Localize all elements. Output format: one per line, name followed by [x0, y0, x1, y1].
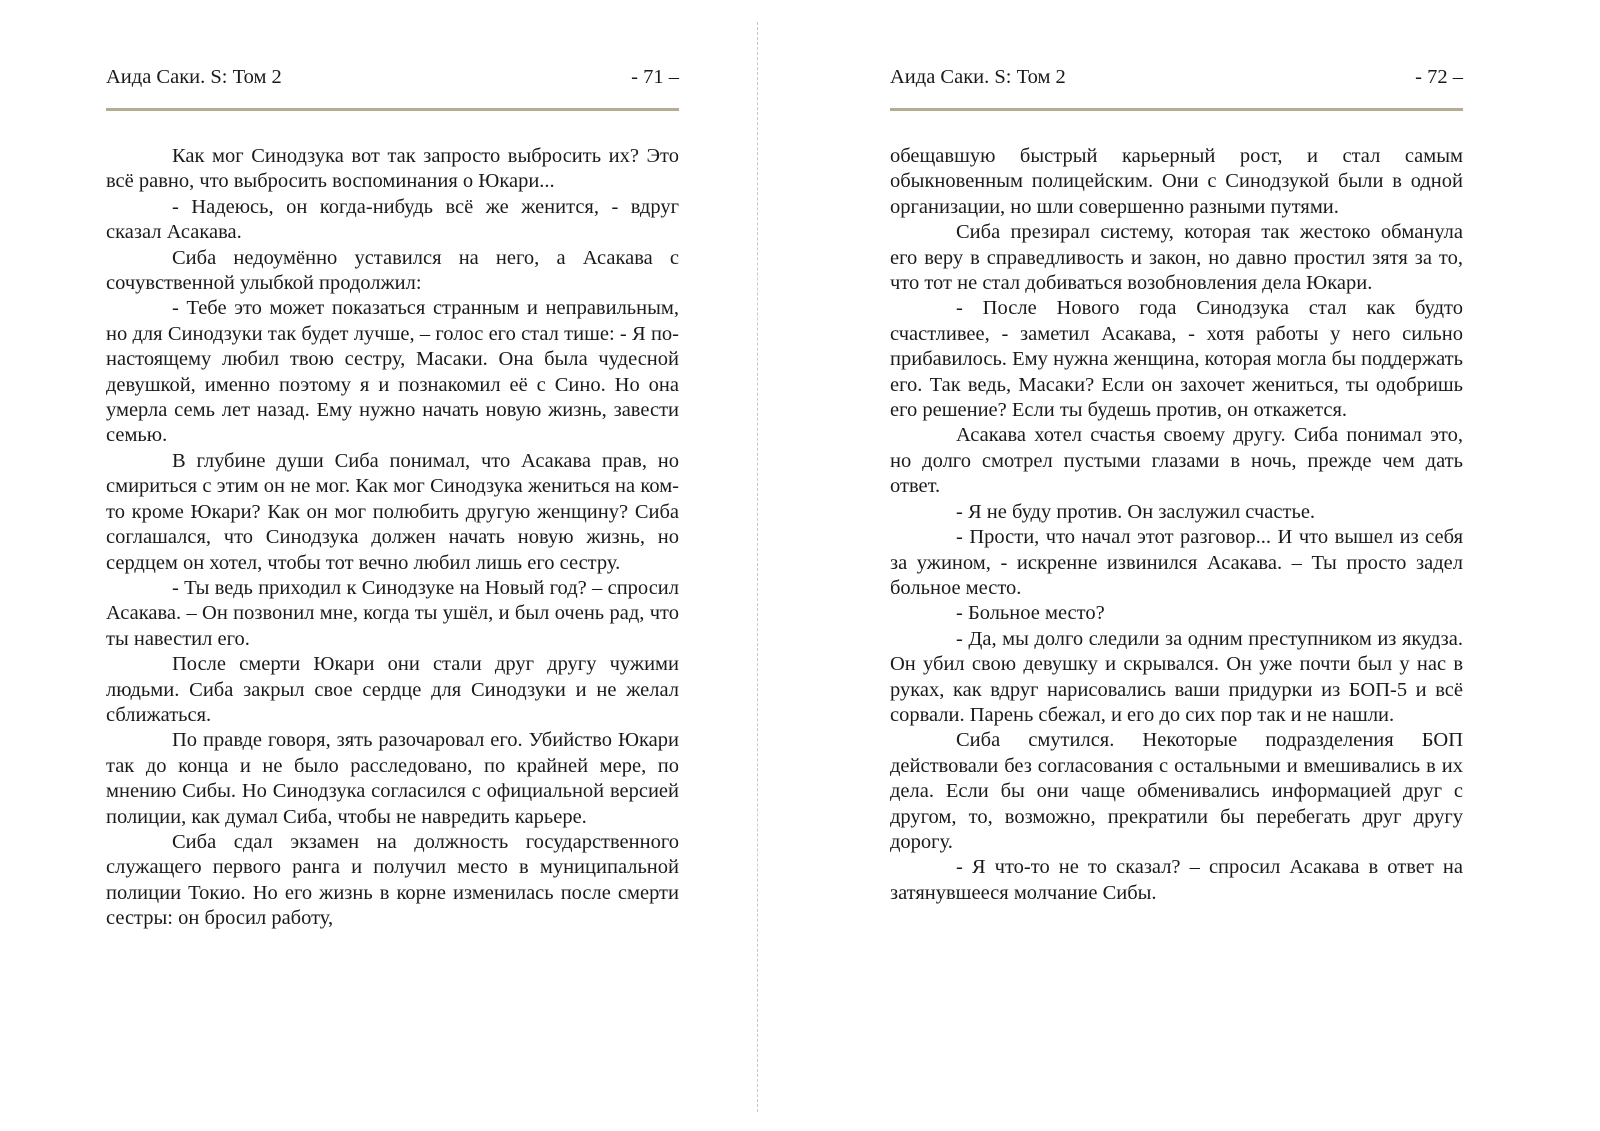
paragraph: - Я не буду против. Он заслужил счастье. — [956, 500, 1316, 523]
paragraph: В глубине души Сиба понимал, что Асакава прав, но смириться с этим он не мог. Как мог Синодзука жениться на ком-то кроме Юкари? Как он мог полюбить другую женщину? Сиба соглашался, что Синодзука должен начать новую жизнь, но сердцем он хотел, чтобы тот вечно любил лишь его сестру. — [106, 449, 679, 574]
paragraph: Как мог Синодзука вот так запросто выбросить их? Это всё равно, что выбросить воспоминания о Юкари... — [106, 145, 679, 193]
page-number: - 72 – — [1415, 66, 1463, 88]
paragraph: - Прости, что начал этот разговор... И что вышел из себя за ужином, - искренне извинился Асакава. – Ты просто задел больное место. — [890, 526, 1463, 599]
paragraph: Сиба презирал систему, которая так жестоко обманула его веру в справедливость и закон, но давно простил зятя за то, что тот не стал добиваться возобновления дела Юкари. — [890, 221, 1463, 295]
paragraph: - После Нового года Синодзука стал как будто счастливее, - заметил Асакава, - хотя работы у него сильно прибавилось. Ему нужна женщина, которая могла бы поддержать его. Так ведь, Масаки? Если он захочет жениться, ты одобришь его решение? Если ты будешь против, он откажется. — [890, 297, 1463, 422]
paragraph: - Да, мы долго следили за одним преступником из якудза. Он убил свою девушку и скрывался. Он уже почти был у нас в руках, как вдруг нарисовались ваши придурки из БОП-5 и всё сорвали. Парень сбежал, и его до сих пор так и не нашли. — [890, 627, 1463, 726]
paragraph: обещавшую быстрый карьерный рост, и стал самым обыкновенным полицейским. Они с Синодзукой были в одной организации, но шли совершенно разными путями. — [890, 145, 1463, 218]
paragraph: Сиба недоумённо уставился на него, а Асакава с сочувственной улыбкой продолжил: — [106, 246, 679, 295]
header-rule — [890, 108, 1463, 111]
page-header — [106, 64, 679, 104]
right-page — [890, 0, 1463, 906]
page-body — [890, 144, 1463, 906]
running-title: Аида Саки. S: Том 2 — [106, 66, 282, 88]
paragraph: Асакава хотел счастья своему другу. Сиба понимал это, но долго смотрел пустыми глазами в ночь, прежде чем дать ответ. — [890, 424, 1463, 498]
paragraph: - Надеюсь, он когда-нибудь всё же женится, - вдруг сказал Асакава. — [106, 195, 679, 244]
page-gutter-divider — [757, 22, 758, 1112]
paragraph: - Ты ведь приходил к Синодзуке на Новый год? – спросил Асакава. – Он позвонил мне, когда ты ушёл, и был очень рад, что ты навестил его. — [106, 576, 679, 650]
paragraph: Сиба смутился. Некоторые подразделения БОП действовали без согласования с остальными и вмешивались в их дела. Если бы они чаще обменивались информацией друг с другом, то, возможно, прекратили бы перебегать друг другу дорогу. — [890, 729, 1463, 853]
paragraph: - Больное место? — [956, 602, 1105, 625]
paragraph: - Я что-то не то сказал? – спросил Асакава в ответ на затянувшееся молчание Сибы. — [890, 856, 1463, 904]
paragraph: После смерти Юкари они стали друг другу чужими людьми. Сиба закрыл свое сердце для Синодзуки и не желал сближаться. — [106, 653, 679, 726]
left-page — [106, 0, 679, 932]
header-rule — [106, 108, 679, 111]
running-title: Аида Саки. S: Том 2 — [890, 66, 1066, 88]
paragraph: Сиба сдал экзамен на должность государственного служащего первого ранга и получил место в муниципальной полиции Токио. Но его жизнь в корне изменилась после смерти сестры: он бросил работу, — [106, 830, 679, 930]
page-header — [890, 64, 1463, 104]
page-number: - 71 – — [631, 66, 679, 88]
paragraph: - Тебе это может показаться странным и неправильным, но для Синодзуки так будет лучше, – голос его стал тише: - Я по-настоящему любил твою сестру, Масаки. Она была чудесной девушкой, именно поэтому я и познакомил её с Сино. Но она умерла семь лет назад. Ему нужно начать новую жизнь, завести семью. — [106, 297, 679, 447]
paragraph: По правде говоря, зять разочаровал его. Убийство Юкари так до конца и не было расследовано, по крайней мере, по мнению Сибы. Но Синодзука согласился с официальной версией полиции, как думал Сиба, чтобы не навредить карьере. — [106, 729, 679, 828]
page-body — [106, 144, 679, 932]
